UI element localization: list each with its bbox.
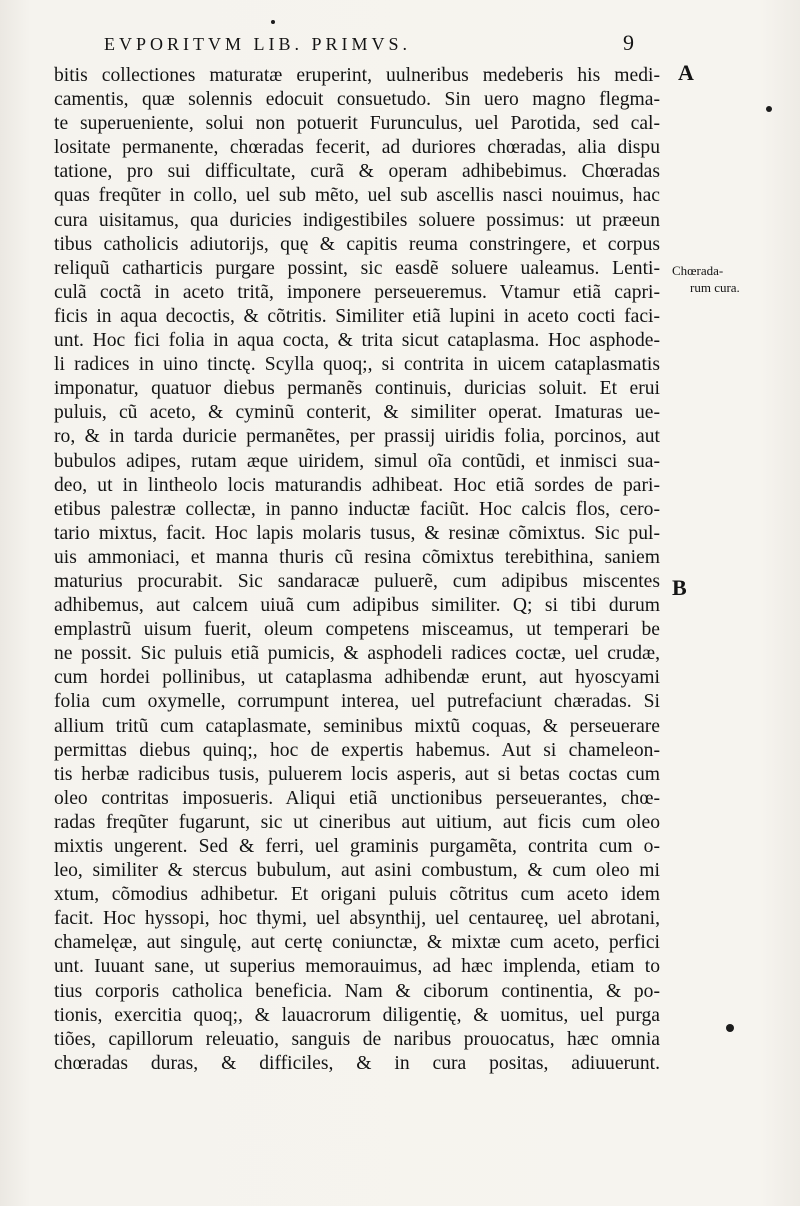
text-line: permittas diebus quinq;, hoc de expertis habemus. Aut si chameleon- xyxy=(54,739,660,761)
text-line: tario mixtus, facit. Hoc lapis molaris tusus, & resinæ cõmixtus. Sic pul- xyxy=(54,522,660,544)
text-line: camentis, quæ solennis edocuit consuetudo. Sin uero magno flegma- xyxy=(54,89,660,111)
text-line: ne possit. Sic puluis etiã pumicis, & asphodeli radices coctæ, uel crudæ, xyxy=(54,643,660,665)
text-line: culã coctã in aceto tritã, imponere perseueremus. Vtamur etiã capri- xyxy=(54,281,660,303)
text-line: imponatur, quatuor diebus permanẽs continuis, duricias soluit. Et erui xyxy=(54,378,660,400)
text-line: cum hordei pollinibus, ut cataplasma adhibendæ erunt, aut hyoscyami xyxy=(54,667,660,689)
margin-letter-a: A xyxy=(678,60,694,85)
text-line: folia cum oxymelle, corrumpunt interea, uel putrefaciunt chæradas. Si xyxy=(54,691,660,713)
text-line: chamelęæ, aut singulę, aut certę coniunctæ, & mixtæ cum aceto, perfici xyxy=(54,932,660,954)
running-head xyxy=(104,30,634,60)
text-line: leo, similiter & stercus bubulum, aut asini combustum, & cum oleo mi xyxy=(54,860,660,882)
side-note-line: Chœrada- xyxy=(672,263,724,278)
margin-letter-b: B xyxy=(672,575,687,600)
text-line: deo, ut in lintheolo locis maturandis adhibeat. Hoc etiã sordes de pari- xyxy=(54,474,660,496)
text-line: emplastrũ uisum fuerit, oleum competens misceamus, ut temperari be xyxy=(54,619,660,641)
text-line: etibus palestræ collectæ, in panno inductæ faciũt. Hoc calcis flos, cero- xyxy=(54,498,660,520)
text-line: tatione, pro sui difficultate, curã & operam adhibebimus. Chœradas xyxy=(54,161,660,183)
text-line: tius corporis catholica beneficia. Nam & ciborum continentia, & po- xyxy=(54,980,660,1002)
text-line: unt. Iuuant sane, ut superius memorauimus, ad hæc implenda, etiam to xyxy=(54,956,660,978)
text-line: chœradas duras, & difficiles, & in cura positas, adiuuerunt. xyxy=(54,1052,660,1074)
text-line: te superueniente, solui non potuerit Furunculus, uel Parotida, sed cal- xyxy=(54,113,660,135)
text-line: tionis, exercitia quoq;, & lauacrorum diligentię, & uomitus, uel purga xyxy=(54,1004,660,1026)
text-line: bitis collectiones maturatæ eruperint, uulneribus medeberis his medi- xyxy=(54,65,660,86)
text-line: oleo contritas imposueris. Aliqui etiã unctionibus perseuerantes, chœ- xyxy=(54,787,660,809)
text-line: radas freqũter fugarunt, sic ut cineribus aut uitium, aut ficis cum oleo xyxy=(54,811,660,833)
text-line: tis herbæ radicibus tusis, puluerem locis asperis, aut si betas coctas cum xyxy=(54,763,660,785)
text-line: lositate permanente, chœradas fecerit, ad duriores chœradas, alia dispu xyxy=(54,137,660,159)
text-line: ro, & in tarda duricie permanẽtes, per prassij uiridis folia, porcinos, aut xyxy=(54,426,660,448)
body-text xyxy=(54,64,660,1076)
ink-speck xyxy=(271,20,275,24)
text-line: ficis in aqua decoctis, & cõtritis. Similiter etiã lupini in aceto cocti faci- xyxy=(54,305,660,327)
side-note xyxy=(672,262,772,296)
text-line: adhibemus, aut calcem uiuã cum adipibus similiter. Q; si tibi durum xyxy=(54,595,660,617)
text-line: reliquũ catharticis purgare possint, sic easdẽ soluere ualeamus. Lenti- xyxy=(54,257,660,279)
text-line: quas freqũter in collo, uel sub mẽto, uel sub ascellis nasci nouimus, hac xyxy=(54,185,660,207)
text-line: bubulos adipes, rutam æque uiridem, simul oĩa contũdi, et inmisci sua- xyxy=(54,450,660,472)
text-line: mixtis ungerent. Sed & ferri, uel graminis purgamẽta, contrita cum o- xyxy=(54,836,660,857)
text-line: uis ammoniaci, et manna thuris cũ resina cõmixtus terebithina, saniem xyxy=(54,546,660,568)
text-line: cura uisitamus, qua duricies indigestibiles soluere possimus: ut præeun xyxy=(54,209,660,231)
text-line: puluis, cũ aceto, & cyminũ conterit, & similiter operat. Imaturas ue- xyxy=(54,402,660,424)
text-line: xtum, cõmodius adhibetur. Et origani puluis cõtritus cum aceto idem xyxy=(54,884,660,906)
running-title: EVPORITVM LIB. PRIMVS. xyxy=(104,34,412,54)
text-line: tibus catholicis adiutorijs, quę & capitis reuma constringere, et corpus xyxy=(54,233,660,255)
text-line: allium tritũ cum cataplasmate, seminibus mixtũ coquas, & perseuerare xyxy=(54,715,660,737)
ink-speck xyxy=(766,106,772,112)
ink-speck xyxy=(726,1024,734,1032)
text-line: unt. Hoc fici folia in aqua cocta, & trita sicut cataplasma. Hoc asphode- xyxy=(54,330,660,352)
text-line: tiões, capillorum releuatio, sanguis de naribus prouocatus, hæc omnia xyxy=(54,1028,660,1050)
text-line: li radices in uino tinctę. Scylla quoq;, si contrita in uicem cataplasmatis xyxy=(54,354,660,376)
side-note-line: rum cura. xyxy=(690,280,740,295)
page-number: 9 xyxy=(623,30,634,55)
text-line: maturius procurabit. Sic sandaracæ puluerẽ, cum adipibus miscentes xyxy=(54,570,660,592)
text-line: facit. Hoc hyssopi, hoc thymi, uel absynthij, uel centaureę, uel abrotani, xyxy=(54,908,660,930)
